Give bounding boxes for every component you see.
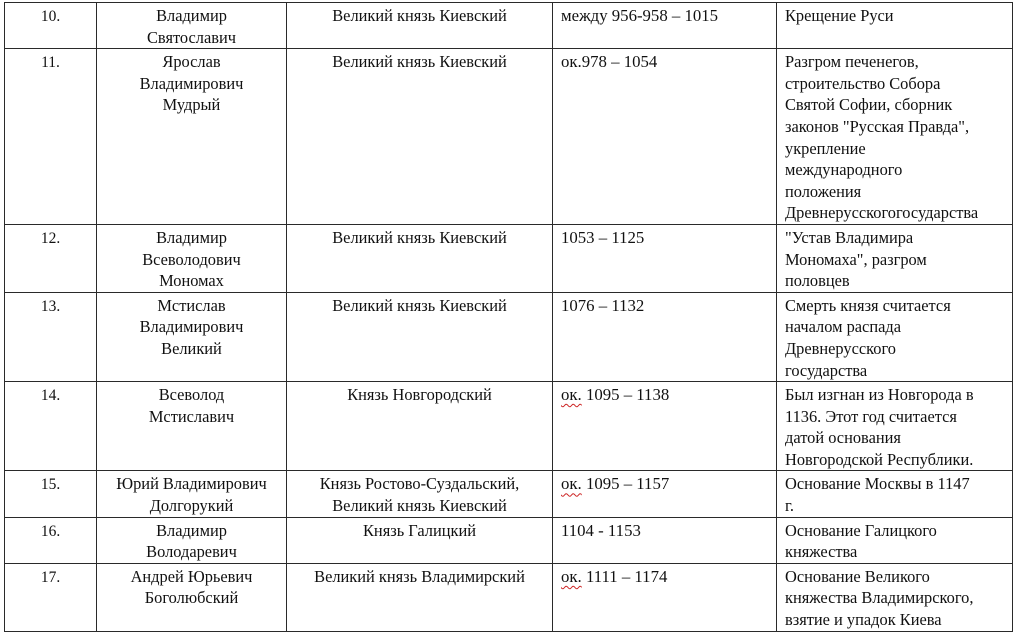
deeds-line: положения bbox=[785, 181, 862, 201]
row-number: 10. bbox=[40, 8, 61, 25]
deeds-line: Крещение Руси bbox=[785, 6, 894, 25]
row-number-cell bbox=[5, 49, 97, 225]
row-number: 17. bbox=[40, 568, 61, 586]
ruler-name-line: Святославич bbox=[146, 27, 237, 47]
ruler-title-cell bbox=[287, 471, 553, 517]
ruler-name-line: Мономах bbox=[159, 271, 224, 291]
reign-years: 1095 – 1138 bbox=[581, 385, 670, 405]
deeds-cell bbox=[777, 471, 1013, 517]
ruler-name-cell bbox=[97, 292, 287, 381]
rulers-table-body bbox=[5, 3, 1013, 632]
years-prefix: ок. bbox=[561, 474, 582, 494]
reign-years-cell bbox=[553, 517, 777, 563]
ruler-name-line: Великий bbox=[161, 338, 222, 358]
years-prefix: ок. bbox=[561, 385, 582, 405]
reign-years: между 956-958 – 1015 bbox=[561, 6, 719, 25]
deeds-line: Святой Софии, сборник bbox=[785, 95, 953, 115]
ruler-title-line: Великий князь Владимирский bbox=[314, 566, 525, 586]
row-number: 11. bbox=[41, 54, 60, 72]
rulers-table-container bbox=[4, 2, 1013, 632]
deeds-line: г. bbox=[785, 496, 794, 516]
ruler-name-line: Мудрый bbox=[162, 95, 221, 115]
ruler-title-line: Великий князь Киевский bbox=[332, 295, 507, 315]
deeds-line: Мономаха", разгром bbox=[785, 249, 927, 269]
ruler-title-cell bbox=[287, 224, 553, 292]
table-row bbox=[5, 563, 1013, 631]
table-row bbox=[5, 224, 1013, 292]
deeds-line: взятие и упадок Киева bbox=[785, 610, 942, 630]
ruler-name-line: Всеволод bbox=[158, 385, 225, 405]
deeds-line: Основание Великого bbox=[785, 566, 930, 586]
deeds-line: 1136. Этот год считается bbox=[785, 406, 957, 426]
deeds-line: законов "Русская Правда", bbox=[785, 116, 970, 136]
deeds-line: "Устав Владимира bbox=[785, 227, 914, 247]
deeds-line: Древнерусского bbox=[785, 338, 896, 358]
deeds-line: княжества Владимирского, bbox=[785, 588, 974, 608]
deeds-line: датой основания bbox=[785, 428, 901, 448]
deeds-line: Новгородской Республики. bbox=[785, 449, 974, 469]
ruler-title-line: Князь Ростово-Суздальский, bbox=[319, 474, 520, 494]
ruler-name-line: Владимир bbox=[156, 520, 227, 540]
reign-years-cell bbox=[553, 49, 777, 225]
reign-years: 1053 – 1125 bbox=[561, 227, 645, 247]
years-prefix: ок. bbox=[561, 566, 582, 586]
row-number-cell bbox=[5, 3, 97, 49]
ruler-name-cell bbox=[97, 382, 287, 471]
rulers-table bbox=[4, 2, 1013, 632]
deeds-cell bbox=[777, 3, 1013, 49]
ruler-title-cell bbox=[287, 3, 553, 49]
ruler-name-line: Владимир bbox=[156, 6, 227, 25]
ruler-name-line: Всеволодович bbox=[142, 249, 241, 269]
ruler-title-cell bbox=[287, 292, 553, 381]
deeds-cell bbox=[777, 563, 1013, 631]
row-number: 15. bbox=[40, 476, 61, 494]
ruler-title-line: Великий князь Киевский bbox=[332, 227, 507, 247]
deeds-cell bbox=[777, 49, 1013, 225]
deeds-line: укрепление bbox=[785, 138, 866, 158]
row-number: 14. bbox=[40, 387, 61, 405]
ruler-name-line: Мстиславич bbox=[148, 406, 235, 426]
reign-years: ок.978 – 1054 bbox=[561, 52, 658, 72]
deeds-line: международного bbox=[785, 160, 903, 180]
deeds-cell bbox=[777, 382, 1013, 471]
ruler-name-cell bbox=[97, 563, 287, 631]
ruler-title-line: Великий князь Киевский bbox=[332, 496, 507, 516]
reign-years: 1095 – 1157 bbox=[581, 474, 670, 494]
table-row bbox=[5, 3, 1013, 49]
deeds-line: Основание Москвы в 1147 bbox=[785, 474, 970, 494]
deeds-line: половцев bbox=[785, 271, 850, 291]
ruler-title-cell bbox=[287, 49, 553, 225]
reign-years: 1111 – 1174 bbox=[581, 566, 668, 586]
deeds-line: Смерть князя считается bbox=[785, 295, 951, 315]
deeds-cell bbox=[777, 292, 1013, 381]
reign-years-cell bbox=[553, 382, 777, 471]
reign-years-cell bbox=[553, 292, 777, 381]
reign-years: 1104 - 1153 bbox=[561, 520, 641, 540]
ruler-name-cell bbox=[97, 49, 287, 225]
row-number: 12. bbox=[40, 229, 61, 247]
row-number-cell bbox=[5, 224, 97, 292]
ruler-name-cell bbox=[97, 3, 287, 49]
ruler-title-line: Князь Галицкий bbox=[362, 520, 476, 540]
ruler-name-line: Володаревич bbox=[146, 542, 237, 562]
row-number-cell bbox=[5, 563, 97, 631]
deeds-line: Разгром печенегов, bbox=[785, 52, 919, 72]
deeds-cell bbox=[777, 224, 1013, 292]
ruler-title-line: Великий князь Киевский bbox=[332, 6, 507, 25]
deeds-line: Основание Галицкого bbox=[785, 520, 937, 540]
ruler-title-cell bbox=[287, 563, 553, 631]
reign-years-cell bbox=[553, 471, 777, 517]
row-number-cell bbox=[5, 517, 97, 563]
ruler-name-line: Мстислав bbox=[157, 295, 226, 315]
ruler-title-cell bbox=[287, 382, 553, 471]
ruler-name-line: Владимирович bbox=[139, 317, 244, 337]
table-row bbox=[5, 292, 1013, 381]
deeds-line: Был изгнан из Новгорода в bbox=[785, 385, 974, 405]
ruler-name-cell bbox=[97, 471, 287, 517]
deeds-line: государства bbox=[785, 360, 868, 380]
reign-years-cell bbox=[553, 563, 777, 631]
table-row bbox=[5, 517, 1013, 563]
ruler-name-line: Юрий Владимирович bbox=[116, 474, 267, 494]
table-row bbox=[5, 382, 1013, 471]
ruler-name-line: Владимирович bbox=[139, 73, 244, 93]
table-row bbox=[5, 49, 1013, 225]
ruler-name-line: Андрей Юрьевич bbox=[130, 566, 253, 586]
row-number-cell bbox=[5, 292, 97, 381]
ruler-name-line: Боголюбский bbox=[144, 588, 239, 608]
row-number-cell bbox=[5, 471, 97, 517]
ruler-title-cell bbox=[287, 517, 553, 563]
row-number: 13. bbox=[40, 297, 61, 315]
deeds-line: княжества bbox=[785, 542, 858, 562]
table-row bbox=[5, 471, 1013, 517]
deeds-cell bbox=[777, 517, 1013, 563]
reign-years-cell bbox=[553, 224, 777, 292]
ruler-name-line: Владимир bbox=[156, 227, 227, 247]
deeds-line: началом распада bbox=[785, 317, 901, 337]
ruler-title-line: Князь Новгородский bbox=[347, 385, 492, 405]
ruler-name-line: Долгорукий bbox=[149, 496, 234, 516]
reign-years-cell bbox=[553, 3, 777, 49]
reign-years: 1076 – 1132 bbox=[561, 295, 645, 315]
ruler-name-cell bbox=[97, 517, 287, 563]
ruler-name-line: Ярослав bbox=[162, 52, 221, 72]
ruler-title-line: Великий князь Киевский bbox=[332, 52, 507, 72]
row-number: 16. bbox=[40, 522, 61, 540]
ruler-name-cell bbox=[97, 224, 287, 292]
row-number-cell bbox=[5, 382, 97, 471]
deeds-line: Древнерусскогогосударства bbox=[785, 203, 979, 223]
deeds-line: строительство Собора bbox=[785, 73, 941, 93]
